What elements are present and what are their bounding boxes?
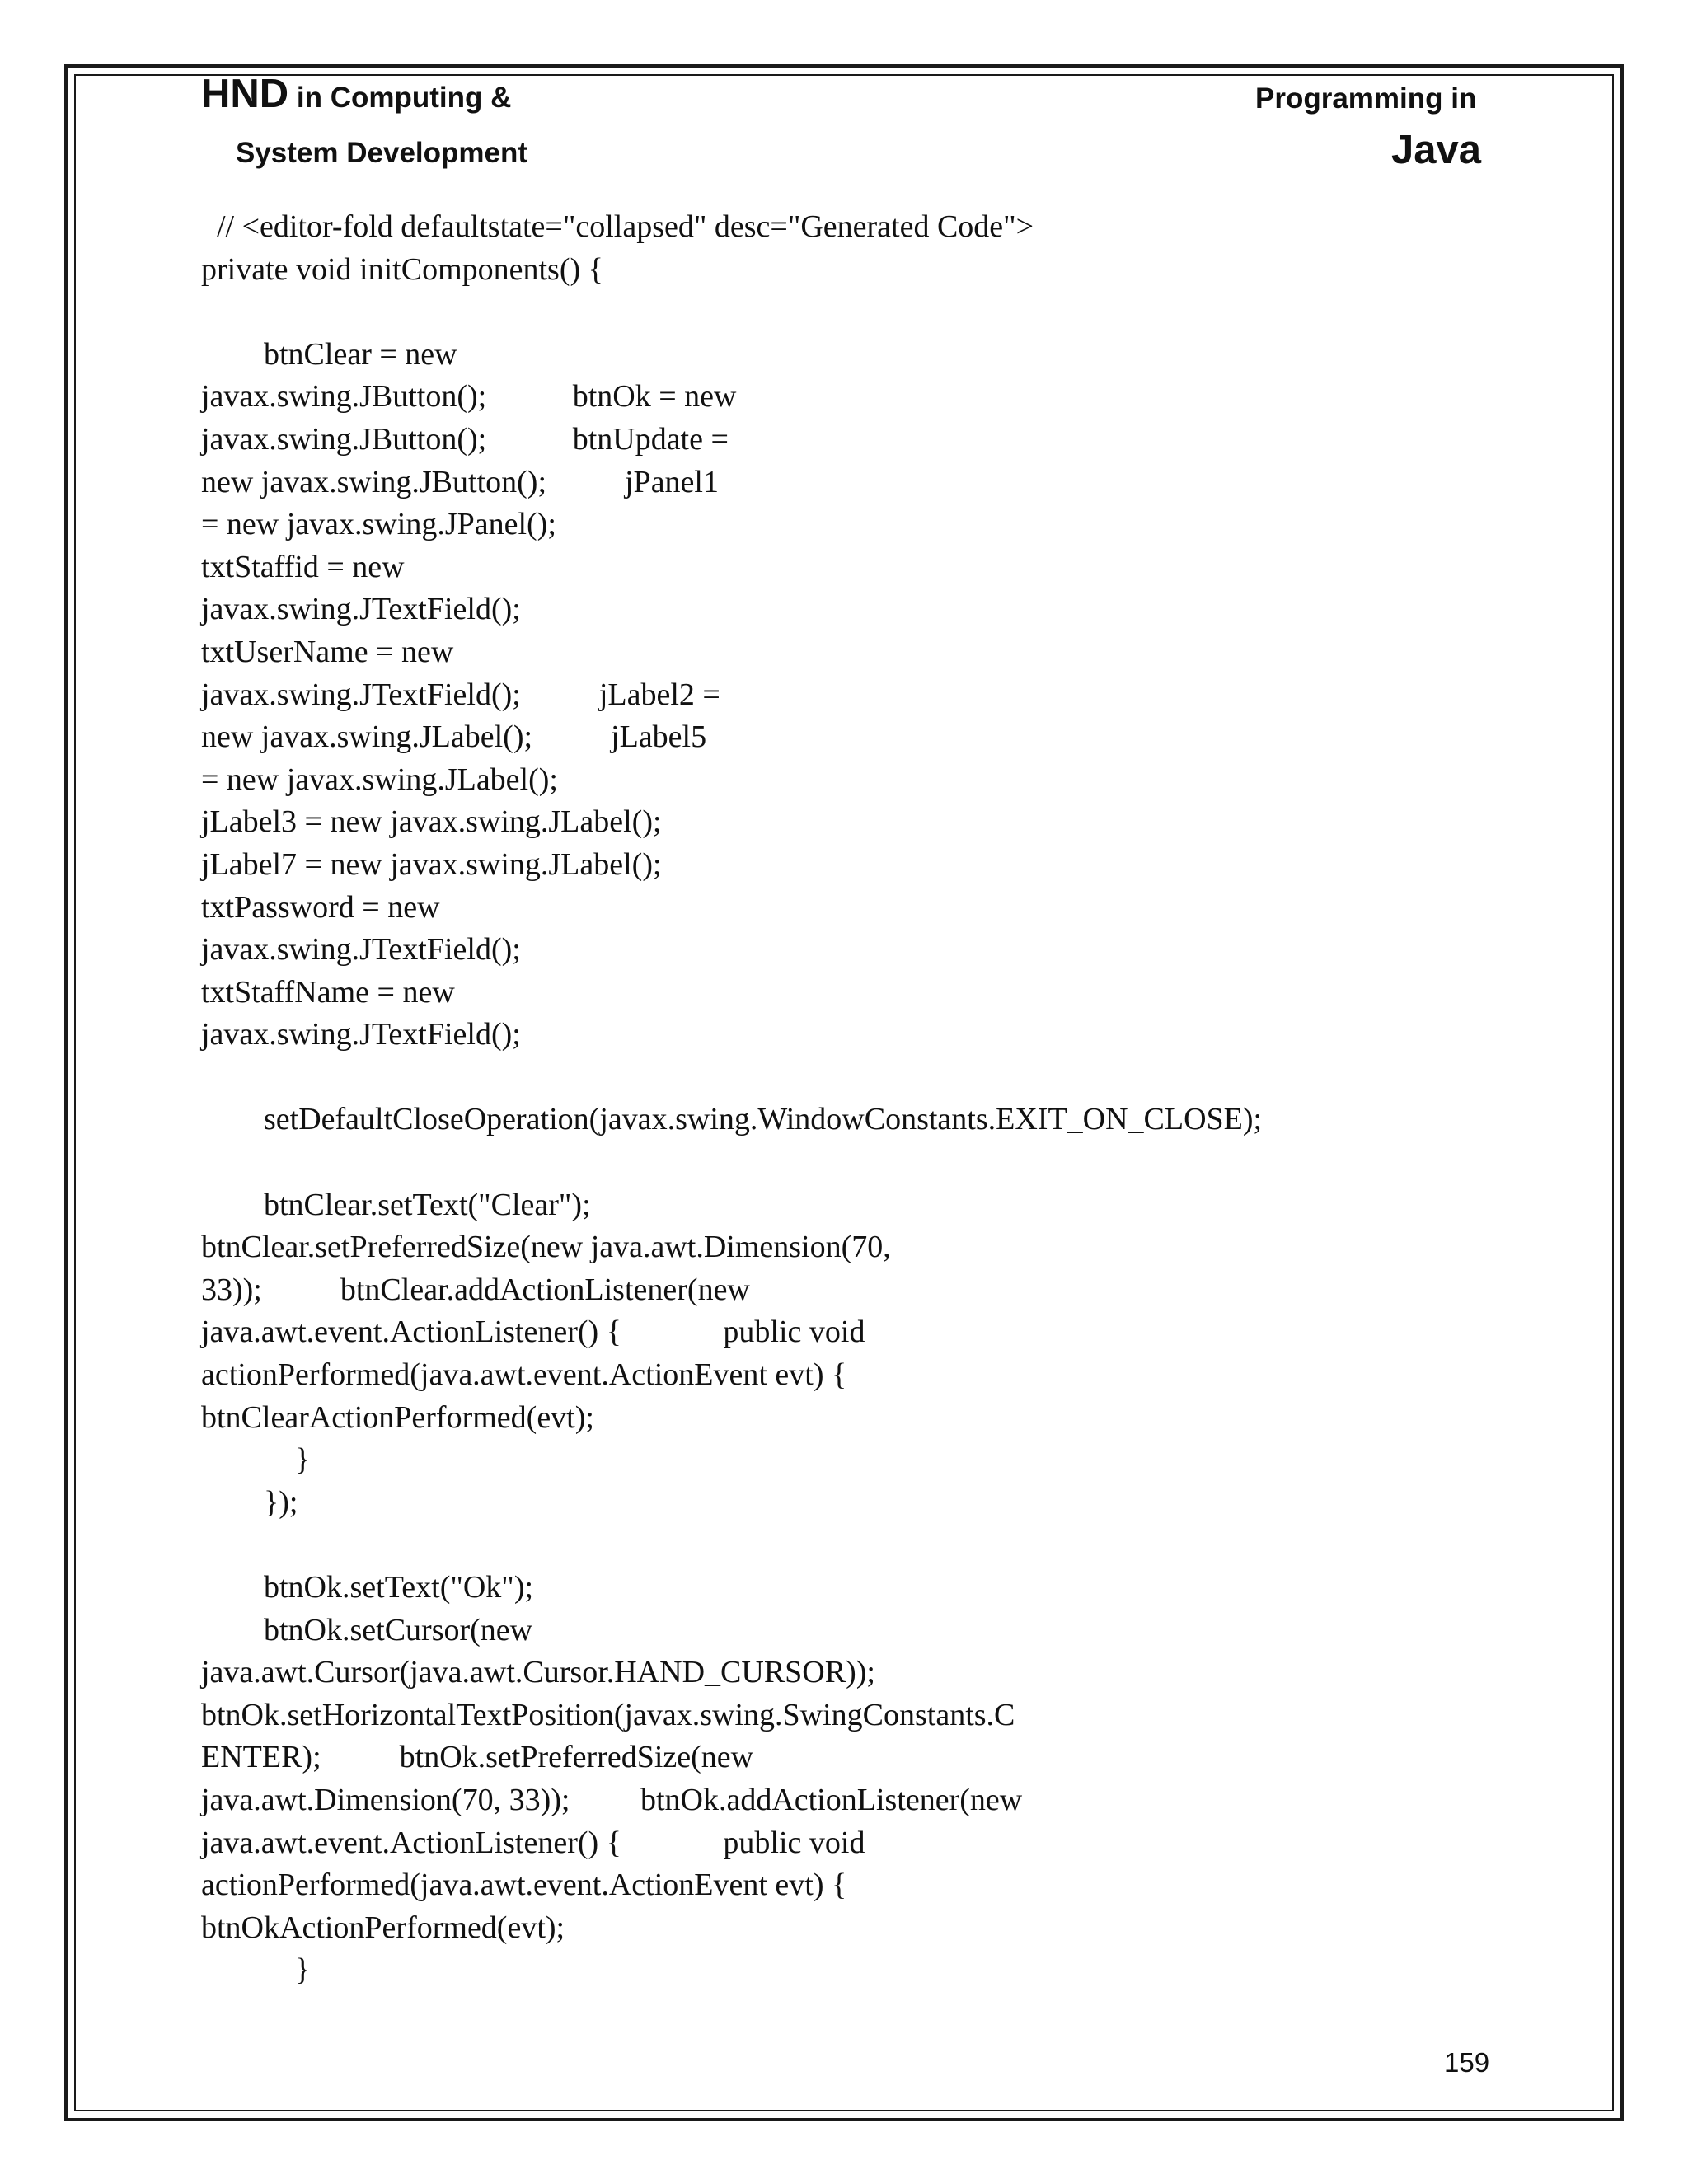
code-line (201, 1057, 1602, 1099)
code-line: txtStaffid = new (201, 549, 405, 584)
code-line: // <editor-fold defaultstate="collapsed" desc="Generated Code"> (201, 209, 1034, 244)
code-line: btnClearActionPerformed(evt); (201, 1399, 594, 1435)
code-line: btnOk.setCursor(new (201, 1612, 533, 1647)
code-line: setDefaultCloseOperation(javax.swing.WindowConstants.EXIT_ON_CLOSE); (201, 1102, 1263, 1137)
header-subject-line1: Programming in (1255, 82, 1477, 115)
code-line: btnOkActionPerformed(evt); (201, 1910, 565, 1945)
code-line: jLabel7 = new javax.swing.JLabel(); (201, 846, 662, 882)
code-line: private void initComponents() { (201, 251, 603, 287)
code-line: } (201, 1952, 311, 1988)
code-listing (201, 206, 1602, 1992)
code-line: btnClear = new (201, 336, 457, 372)
code-line: btnOk.setText("Ok"); (201, 1570, 534, 1605)
code-line: javax.swing.JTextField(); (201, 932, 521, 968)
code-line: } (201, 1442, 311, 1478)
header-course-line2: System Development (236, 137, 528, 169)
code-line: javax.swing.JButton(); btnUpdate = (201, 421, 729, 457)
code-line: javax.swing.JTextField(); (201, 592, 521, 627)
code-line: javax.swing.JTextField(); (201, 1017, 521, 1052)
code-line: new javax.swing.JButton(); jPanel1 (201, 464, 719, 499)
header-course-line1 (201, 71, 511, 117)
code-line: }); (201, 1484, 298, 1520)
code-line: btnClear.setText("Clear"); (201, 1187, 591, 1222)
code-line: java.awt.Cursor(java.awt.Cursor.HAND_CURSOR)); (201, 1655, 875, 1690)
code-line: javax.swing.JTextField(); jLabel2 = (201, 677, 720, 712)
code-line: java.awt.event.ActionListener() { public void (201, 1825, 865, 1860)
code-line: = new javax.swing.JPanel(); (201, 507, 556, 542)
header-subject-line2: Java (1391, 128, 1482, 172)
code-line: javax.swing.JButton(); btnOk = new (201, 379, 737, 415)
code-line: 33)); btnClear.addActionListener(new (201, 1272, 750, 1307)
code-line: actionPerformed(java.awt.event.ActionEvent evt) { (201, 1868, 847, 1903)
code-line (201, 1141, 1602, 1184)
code-line: java.awt.Dimension(70, 33)); btnOk.addActionListener(new (201, 1782, 1023, 1817)
code-line: txtUserName = new (201, 634, 454, 669)
code-line: txtPassword = new (201, 889, 440, 925)
header-computing: in Computing & (288, 82, 512, 114)
code-line: actionPerformed(java.awt.event.ActionEvent evt) { (201, 1357, 847, 1393)
code-line: txtStaffName = new (201, 974, 455, 1010)
code-line (201, 1524, 1602, 1567)
header-hnd: HND (201, 72, 289, 116)
page-number: 159 (1444, 2047, 1490, 2078)
code-line: btnClear.setPreferredSize(new java.awt.Dimension(70, (201, 1230, 891, 1265)
code-line: = new javax.swing.JLabel(); (201, 762, 558, 797)
code-line: java.awt.event.ActionListener() { public void (201, 1315, 865, 1350)
code-line: btnOk.setHorizontalTextPosition(javax.swing.SwingConstants.C (201, 1697, 1015, 1732)
code-line (201, 291, 1602, 334)
code-line: jLabel3 = new javax.swing.JLabel(); (201, 804, 662, 840)
code-line: new javax.swing.JLabel(); jLabel5 (201, 719, 707, 755)
code-line: ENTER); btnOk.setPreferredSize(new (201, 1740, 754, 1775)
